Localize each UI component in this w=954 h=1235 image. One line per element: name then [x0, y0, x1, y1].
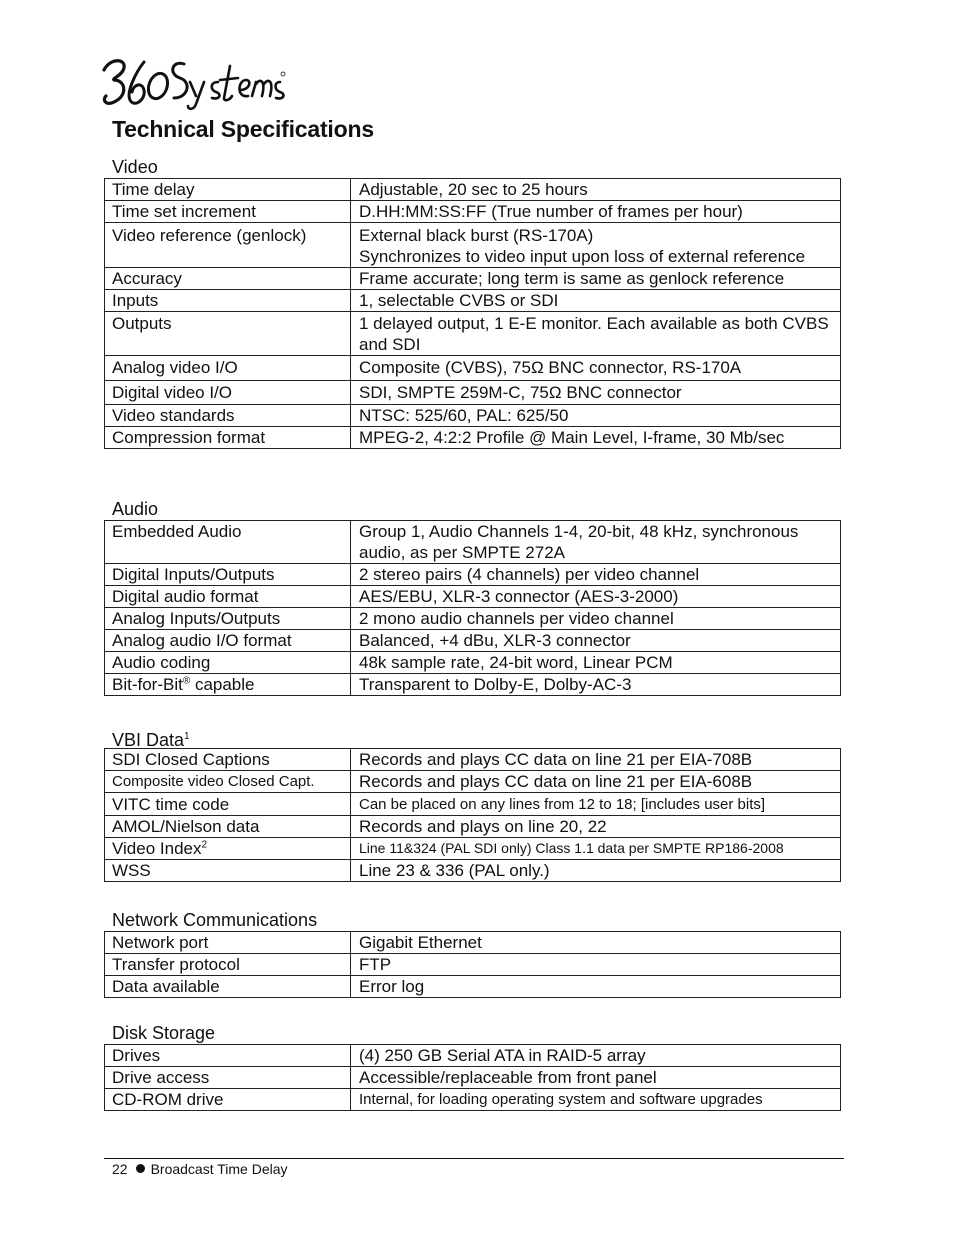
spec-value: SDI, SMPTE 259M-C, 75Ω BNC connector — [351, 381, 841, 405]
spec-value: Balanced, +4 dBu, XLR-3 connector — [351, 630, 841, 652]
spec-value: External black burst (RS-170A) Synchronizes to video input upon loss of external reference — [351, 223, 841, 268]
spec-value: Transparent to Dolby-E, Dolby-AC-3 — [351, 674, 841, 696]
table-row — [105, 427, 841, 449]
spec-label: Analog Inputs/Outputs — [105, 608, 351, 630]
spec-label: Outputs — [105, 312, 351, 356]
spec-table-audio — [104, 520, 841, 696]
spec-label: Data available — [105, 976, 351, 998]
spec-label: Drives — [105, 1045, 351, 1067]
table-row — [105, 1045, 841, 1067]
spec-value: Records and plays CC data on line 21 per EIA-608B — [351, 771, 841, 793]
bullet-icon — [136, 1164, 145, 1173]
spec-label: Embedded Audio — [105, 521, 351, 564]
spec-label-suffix: capable — [190, 675, 255, 694]
footnote-marker: 1 — [184, 731, 190, 742]
spec-label: Audio coding — [105, 652, 351, 674]
spec-value: Group 1, Audio Channels 1-4, 20-bit, 48 kHz, synchronous audio, as per SMPTE 272A — [351, 521, 841, 564]
table-row — [105, 860, 841, 882]
table-row — [105, 1067, 841, 1089]
spec-label: SDI Closed Captions — [105, 749, 351, 771]
table-row — [105, 201, 841, 223]
spec-label-text: Video Index — [112, 839, 202, 858]
table-row — [105, 586, 841, 608]
table-row — [105, 954, 841, 976]
spec-value: AES/EBU, XLR-3 connector (AES-3-2000) — [351, 586, 841, 608]
spec-value: Adjustable, 20 sec to 25 hours — [351, 179, 841, 201]
spec-value: Records and plays on line 20, 22 — [351, 816, 841, 838]
spec-label: Analog video I/O — [105, 356, 351, 381]
spec-label: Video reference (genlock) — [105, 223, 351, 268]
spec-value: 2 mono audio channels per video channel — [351, 608, 841, 630]
table-row — [105, 521, 841, 564]
table-row — [105, 564, 841, 586]
spec-label: Time delay — [105, 179, 351, 201]
section-title: Disk Storage — [112, 1023, 216, 1043]
table-row — [105, 223, 841, 268]
spec-label: Composite video Closed Capt. — [105, 771, 351, 793]
spec-value: 1, selectable CVBS or SDI — [351, 290, 841, 312]
spec-label: CD-ROM drive — [105, 1089, 351, 1111]
table-row — [105, 749, 841, 771]
spec-value: Line 11&324 (PAL SDI only) Class 1.1 data per SMPTE RP186-2008 — [351, 838, 841, 860]
section-title: Network Communications — [112, 910, 318, 930]
table-row — [105, 405, 841, 427]
table-row — [105, 630, 841, 652]
360-systems-logo — [100, 52, 290, 112]
spec-label: AMOL/Nielson data — [105, 816, 351, 838]
spec-value: D.HH:MM:SS:FF (True number of frames per hour) — [351, 201, 841, 223]
spec-table-video — [104, 178, 841, 449]
table-row — [105, 381, 841, 405]
registered-mark: ® — [182, 675, 191, 687]
spec-value: Gigabit Ethernet — [351, 932, 841, 954]
table-row — [105, 771, 841, 793]
spec-label: Network port — [105, 932, 351, 954]
spec-value: Composite (CVBS), 75Ω BNC connector, RS-170A — [351, 356, 841, 381]
spec-value: MPEG-2, 4:2:2 Profile @ Main Level, I-frame, 30 Mb/sec — [351, 427, 841, 449]
spec-value: FTP — [351, 954, 841, 976]
spec-table-network — [104, 931, 841, 998]
section-title — [104, 726, 841, 748]
spec-value: Error log — [351, 976, 841, 998]
table-row — [105, 838, 841, 860]
table-row — [105, 976, 841, 998]
spec-label: Digital video I/O — [105, 381, 351, 405]
spec-label: WSS — [105, 860, 351, 882]
spec-label — [105, 838, 351, 860]
spec-value: 2 stereo pairs (4 channels) per video channel — [351, 564, 841, 586]
spec-label: Digital Inputs/Outputs — [105, 564, 351, 586]
page-number: 22 — [112, 1161, 128, 1177]
spec-value: Frame accurate; long term is same as genlock reference — [351, 268, 841, 290]
section-disk-storage — [104, 1022, 841, 1111]
spec-value: 48k sample rate, 24-bit word, Linear PCM — [351, 652, 841, 674]
spec-value: Records and plays CC data on line 21 per EIA-708B — [351, 749, 841, 771]
spec-label: Compression format — [105, 427, 351, 449]
section-vbi-data — [104, 726, 841, 882]
spec-label — [105, 674, 351, 696]
section-title: Audio — [112, 499, 159, 519]
spec-label: Inputs — [105, 290, 351, 312]
document-title: Broadcast Time Delay — [150, 1161, 288, 1177]
table-row — [105, 652, 841, 674]
spec-label: VITC time code — [105, 793, 351, 816]
spec-label: Digital audio format — [105, 586, 351, 608]
spec-value: Accessible/replaceable from front panel — [351, 1067, 841, 1089]
spec-table-disk — [104, 1044, 841, 1111]
spec-value: Internal, for loading operating system and software upgrades — [351, 1089, 841, 1111]
section-title-text: VBI Data — [112, 730, 185, 750]
spec-label-text: Bit-for-Bit — [112, 675, 183, 694]
section-audio — [104, 498, 841, 696]
spec-label: Analog audio I/O format — [105, 630, 351, 652]
section-network-communications — [104, 909, 841, 998]
table-row — [105, 608, 841, 630]
table-row — [105, 932, 841, 954]
table-row — [105, 816, 841, 838]
footnote-marker: 2 — [201, 839, 208, 851]
spec-value: Can be placed on any lines from 12 to 18; [includes user bits] — [351, 793, 841, 816]
spec-value: NTSC: 525/60, PAL: 625/50 — [351, 405, 841, 427]
section-video — [104, 156, 841, 449]
section-title: Video — [112, 157, 158, 177]
table-row — [105, 356, 841, 381]
table-row — [105, 179, 841, 201]
spec-table-vbi — [104, 748, 841, 882]
footer-divider — [104, 1158, 844, 1159]
spec-label: Accuracy — [105, 268, 351, 290]
table-row — [105, 290, 841, 312]
page-title: Technical Specifications — [112, 116, 374, 142]
spec-value: 1 delayed output, 1 E-E monitor. Each available as both CVBS and SDI — [351, 312, 841, 356]
spec-value: Line 23 & 336 (PAL only.) — [351, 860, 841, 882]
spec-label: Time set increment — [105, 201, 351, 223]
table-row — [105, 1089, 841, 1111]
table-row — [105, 793, 841, 816]
table-row — [105, 674, 841, 696]
spec-value: (4) 250 GB Serial ATA in RAID-5 array — [351, 1045, 841, 1067]
page-footer — [112, 1161, 288, 1177]
table-row — [105, 312, 841, 356]
spec-label: Video standards — [105, 405, 351, 427]
table-row — [105, 268, 841, 290]
spec-label: Drive access — [105, 1067, 351, 1089]
spec-label: Transfer protocol — [105, 954, 351, 976]
